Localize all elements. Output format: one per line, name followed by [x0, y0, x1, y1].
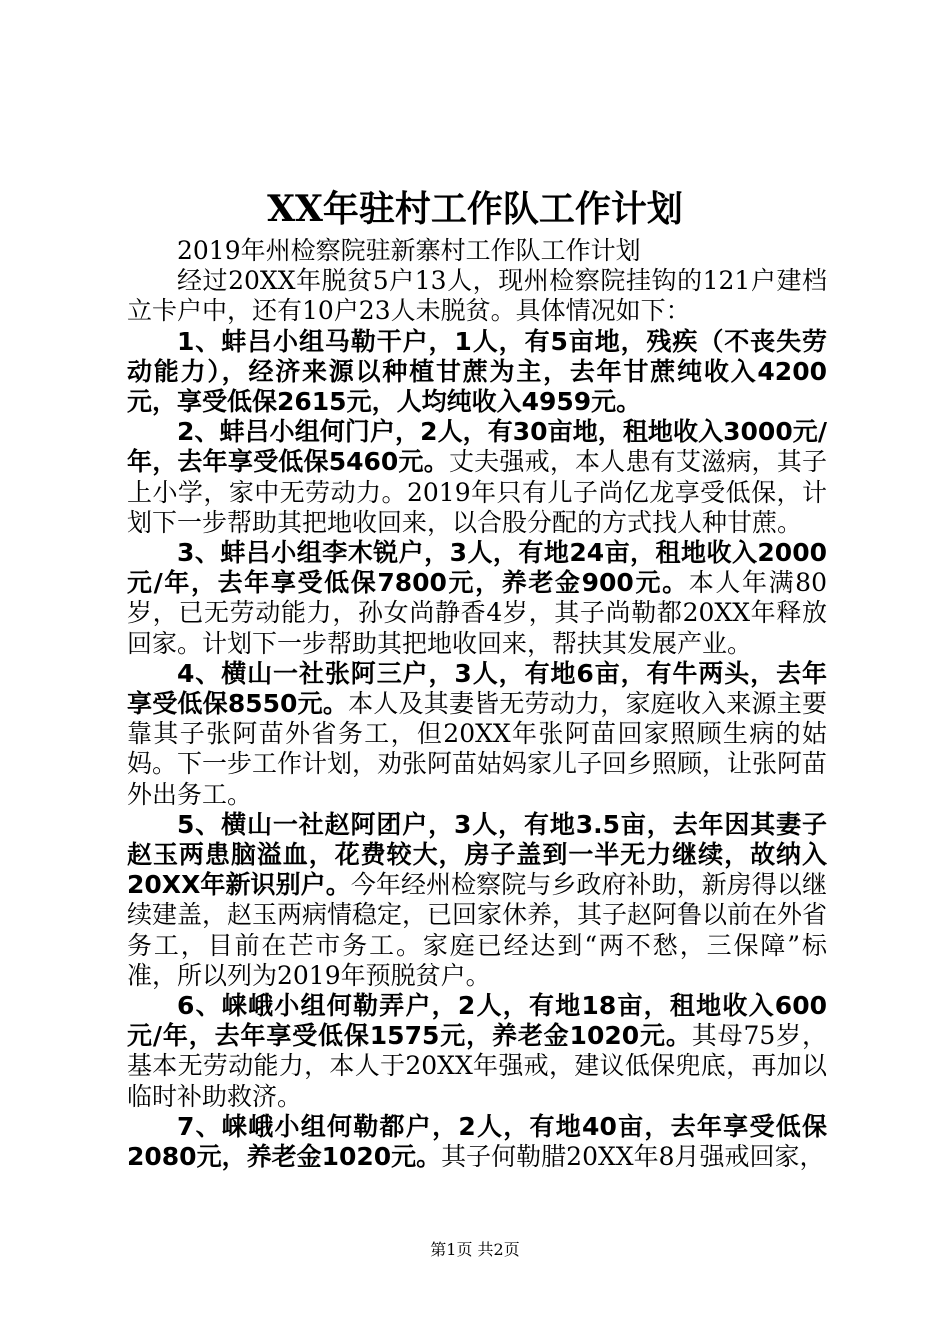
- paragraph-lead: 4、横山一社张阿三户，3人，有地6亩，有牛两头，去年享受低保8550元。: [127, 658, 827, 719]
- paragraph-item-7: [127, 1112, 827, 1172]
- paragraph-item-4: [127, 659, 827, 810]
- paragraph-text: 经过20XX年脱贫5户13人，现州检察院挂钩的121户建档立卡户中，还有10户23人未脱贫。具体情况如下：: [127, 266, 827, 326]
- document-body: [127, 236, 827, 1172]
- paragraph-lead: 2、蚌吕小组何门户，2人，有30亩地，租地收入3000元/年，去年享受低保5460元。: [127, 417, 827, 477]
- paragraph-lead: 3、蚌吕小组李木锐户，3人，有地24亩，租地收入2000元/年，去年享受低保7800元，养老金900元。: [127, 538, 827, 598]
- paragraph-lead: 6、崃峨小组何勒弄户，2人，有地18亩，租地收入600元/年，去年享受低保1575元，养老金1020元。: [127, 991, 827, 1051]
- paragraph-intro: [127, 266, 827, 326]
- paragraph-text: 丈夫强戒，本人患有艾滋病，其子上小学，家中无劳动力。2019年只有儿子尚亿龙享受低保，计划下一步帮助其把地收回来，以合股分配的方式找人种甘蔗。: [127, 447, 827, 537]
- document-title: XX年驻村工作队工作计划: [267, 188, 683, 230]
- paragraph-subtitle: [127, 236, 827, 266]
- paragraph-text: 本人及其妻皆无劳动力，家庭收入来源主要靠其子张阿苗外省务工，但20XX年张阿苗回家照顾生病的姑妈。下一步工作计划，劝张阿苗姑妈家儿子回乡照顾，让张阿苗外出务工。: [127, 689, 828, 809]
- paragraph-lead: 1、蚌吕小组马勒干户，1人，有5亩地，残疾（不丧失劳动能力），经济来源以种植甘蔗为主，去年甘蔗纯收入4200元，享受低保2615元，人均纯收入4959元。: [127, 326, 827, 417]
- paragraph-item-3: [127, 538, 827, 659]
- paragraph-item-1: [127, 327, 827, 418]
- paragraph-lead: 5、横山一社赵阿团户，3人，有地3.5亩，去年因其妻子赵玉两患脑溢血，花费较大，房子盖到一半无力继续，故纳入20XX年新识别户。: [127, 809, 827, 900]
- paragraph-item-6: [127, 991, 827, 1112]
- paragraph-text: 本人年满80岁，已无劳动能力，孙女尚静香4岁，其子尚勒都20XX年释放回家。计划下一步帮助其把地收回来，帮扶其发展产业。: [127, 568, 827, 658]
- paragraph-text: 2019年州检察院驻新寨村工作队工作计划: [177, 236, 641, 265]
- page-number-footer: 第1页 共2页: [430, 1240, 520, 1259]
- paragraph-text: 其子何勒腊20XX年8月强戒回家，: [441, 1142, 825, 1172]
- paragraph-item-2: [127, 417, 827, 538]
- paragraph-lead: 7、崃峨小组何勒都户，2人，有地40亩，去年享受低保2080元，养老金1020元。: [127, 1111, 827, 1172]
- paragraph-text: 今年经州检察院与乡政府补助，新房得以继续建盖，赵玉两病情稳定，已回家休养，其子赵阿鲁以前在外省务工，目前在芒市务工。家庭已经达到“两不愁，三保障”标准，所以列为2019年预脱贫户。: [127, 870, 828, 990]
- paragraph-text: 其母75岁，基本无劳动能力，本人于20XX年强戒，建议低保兜底，再加以临时补助救济。: [127, 1021, 828, 1111]
- paragraph-item-5: [127, 810, 827, 991]
